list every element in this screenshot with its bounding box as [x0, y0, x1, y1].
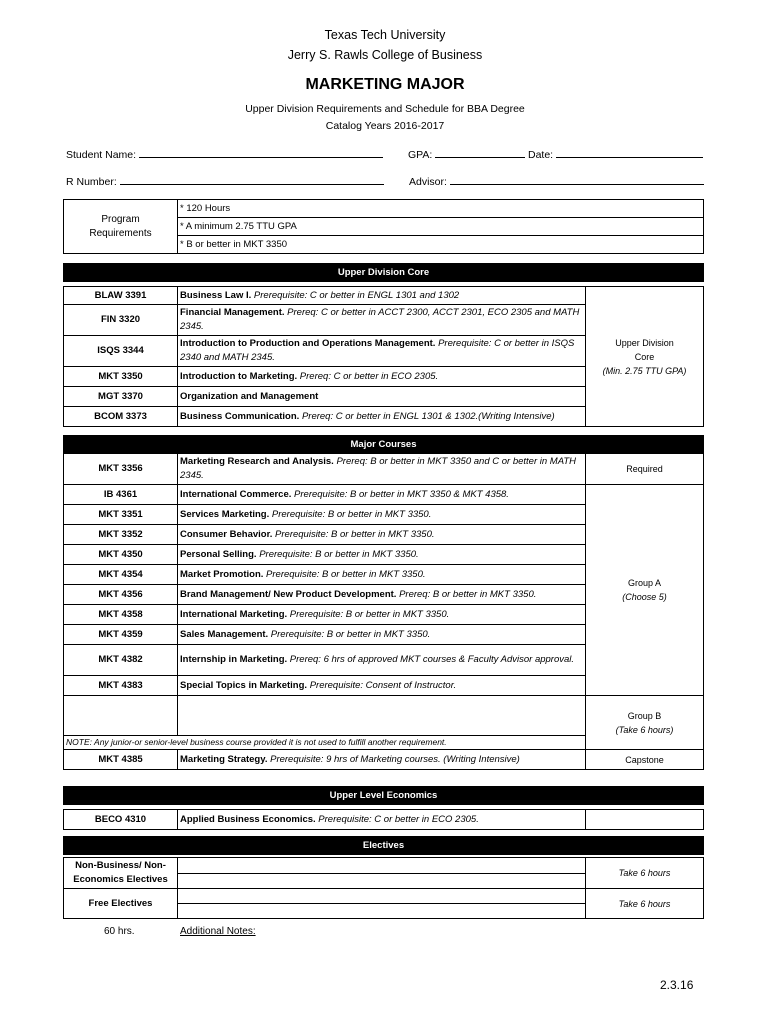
blank-course-code[interactable]	[64, 696, 178, 736]
group-b-label: Group B (Take 6 hours)	[586, 696, 704, 750]
course-code: MKT 4382	[64, 645, 178, 676]
page-title: MARKETING MAJOR	[305, 76, 465, 93]
required-label: Required	[586, 454, 704, 485]
course-code: MKT 4383	[64, 676, 178, 696]
gpa-field[interactable]	[408, 147, 525, 161]
electives-table	[63, 836, 704, 919]
r-number-field[interactable]	[66, 174, 384, 188]
date-label: Date:	[528, 149, 554, 161]
date-line[interactable]	[556, 147, 703, 158]
program-item: * 120 Hours	[178, 200, 704, 218]
economics-side-cell	[586, 810, 704, 830]
course-desc: Services Marketing. Prerequisite: B or better in MKT 3350.	[178, 505, 586, 525]
program-requirements-label: Program Requirements	[64, 200, 178, 254]
course-desc: Marketing Research and Analysis. Prereq: B or better in MKT 3350 and C or better in MATH 2345.	[178, 454, 586, 485]
gpa-line[interactable]	[435, 147, 525, 158]
course-code: FIN 3320	[64, 305, 178, 336]
course-desc: Sales Management. Prerequisite: B or better in MKT 3350.	[178, 625, 586, 645]
electives-heading: Electives	[64, 837, 704, 855]
gpa-label: GPA:	[408, 149, 433, 161]
date-field[interactable]	[528, 147, 703, 161]
major-table	[63, 435, 704, 770]
student-name-line[interactable]	[139, 147, 383, 158]
course-code: MKT 4354	[64, 565, 178, 585]
course-desc: Organization and Management	[178, 387, 586, 407]
core-side-label: Upper Division Core (Min. 2.75 TTU GPA)	[586, 287, 704, 427]
course-desc: Special Topics in Marketing. Prerequisite: Consent of Instructor.	[178, 676, 586, 696]
course-code: MKT 3356	[64, 454, 178, 485]
course-code: BECO 4310	[64, 810, 178, 830]
r-number-label: R Number:	[66, 176, 117, 188]
r-number-line[interactable]	[120, 174, 384, 185]
group-b-note: NOTE: Any junior-or senior-level business course provided it is not used to fulfill another requirement.	[64, 736, 586, 750]
course-code: ISQS 3344	[64, 336, 178, 367]
economics-table	[63, 786, 704, 830]
university-name: Texas Tech University	[324, 28, 446, 42]
program-item: * B or better in MKT 3350	[178, 236, 704, 254]
nonbus-elective-slot[interactable]	[178, 858, 586, 874]
course-code: IB 4361	[64, 485, 178, 505]
course-desc: Applied Business Economics. Prerequisite: C or better in ECO 2305.	[178, 810, 586, 830]
free-electives-label: Free Electives	[64, 889, 178, 919]
page-subtitle: Upper Division Requirements and Schedule for BBA Degree	[245, 103, 525, 115]
course-code: MKT 3350	[64, 367, 178, 387]
course-code: MGT 3370	[64, 387, 178, 407]
course-desc: Introduction to Production and Operations Management. Prerequisite: C or better in ISQS 2340 and MATH 2345.	[178, 336, 586, 367]
course-desc: Financial Management. Prereq: C or better in ACCT 2300, ACCT 2301, ECO 2305 and MATH 2345.	[178, 305, 586, 336]
course-code: MKT 4350	[64, 545, 178, 565]
advisor-label: Advisor:	[409, 176, 447, 188]
course-code: MKT 3352	[64, 525, 178, 545]
course-desc: Business Law I. Prerequisite: C or better in ENGL 1301 and 1302	[178, 287, 586, 305]
course-desc: Marketing Strategy. Prerequisite: 9 hrs of Marketing courses. (Writing Intensive)	[178, 750, 586, 770]
course-desc: International Marketing. Prerequisite: B or better in MKT 3350.	[178, 605, 586, 625]
course-desc: Internship in Marketing. Prereq: 6 hrs of approved MKT courses & Faculty Advisor approval.	[178, 645, 586, 676]
core-table	[63, 263, 704, 427]
student-name-field[interactable]	[66, 147, 383, 161]
course-desc: Consumer Behavior. Prerequisite: B or better in MKT 3350.	[178, 525, 586, 545]
nonbus-electives-label: Non-Business/ Non- Economics Electives	[64, 858, 178, 889]
additional-notes-label: Additional Notes:	[180, 926, 256, 937]
core-heading: Upper Division Core	[64, 264, 704, 282]
group-a-label: Group A (Choose 5)	[586, 485, 704, 696]
course-desc: Business Communication. Prereq: C or better in ENGL 1301 & 1302.(Writing Intensive)	[178, 407, 586, 427]
course-code: MKT 4356	[64, 585, 178, 605]
free-hours: Take 6 hours	[586, 889, 704, 919]
capstone-label: Capstone	[586, 750, 704, 770]
economics-heading: Upper Level Economics	[64, 787, 704, 805]
advisor-line[interactable]	[450, 174, 704, 185]
program-requirements-table	[63, 199, 704, 254]
course-code: MKT 4385	[64, 750, 178, 770]
course-desc: Introduction to Marketing. Prereq: C or better in ECO 2305.	[178, 367, 586, 387]
nonbus-elective-slot[interactable]	[178, 873, 586, 889]
blank-course-desc[interactable]	[178, 696, 586, 736]
course-desc: Personal Selling. Prerequisite: B or better in MKT 3350.	[178, 545, 586, 565]
catalog-years: Catalog Years 2016-2017	[325, 120, 445, 132]
student-name-label: Student Name:	[66, 149, 137, 161]
college-name: Jerry S. Rawls College of Business	[287, 48, 483, 62]
course-desc: Market Promotion. Prerequisite: B or better in MKT 3350.	[178, 565, 586, 585]
course-code: BLAW 3391	[64, 287, 178, 305]
course-desc: Brand Management/ New Product Development. Prereq: B or better in MKT 3350.	[178, 585, 586, 605]
course-code: MKT 3351	[64, 505, 178, 525]
major-heading: Major Courses	[64, 436, 704, 454]
free-elective-slot[interactable]	[178, 904, 586, 919]
program-item: * A minimum 2.75 TTU GPA	[178, 218, 704, 236]
course-desc: International Commerce. Prerequisite: B or better in MKT 3350 & MKT 4358.	[178, 485, 586, 505]
course-code: BCOM 3373	[64, 407, 178, 427]
free-elective-slot[interactable]	[178, 889, 586, 904]
advisor-field[interactable]	[409, 174, 704, 188]
nonbus-hours: Take 6 hours	[586, 858, 704, 889]
page-number: 2.3.16	[660, 978, 694, 992]
course-code: MKT 4358	[64, 605, 178, 625]
total-hours: 60 hrs.	[104, 926, 135, 937]
course-code: MKT 4359	[64, 625, 178, 645]
